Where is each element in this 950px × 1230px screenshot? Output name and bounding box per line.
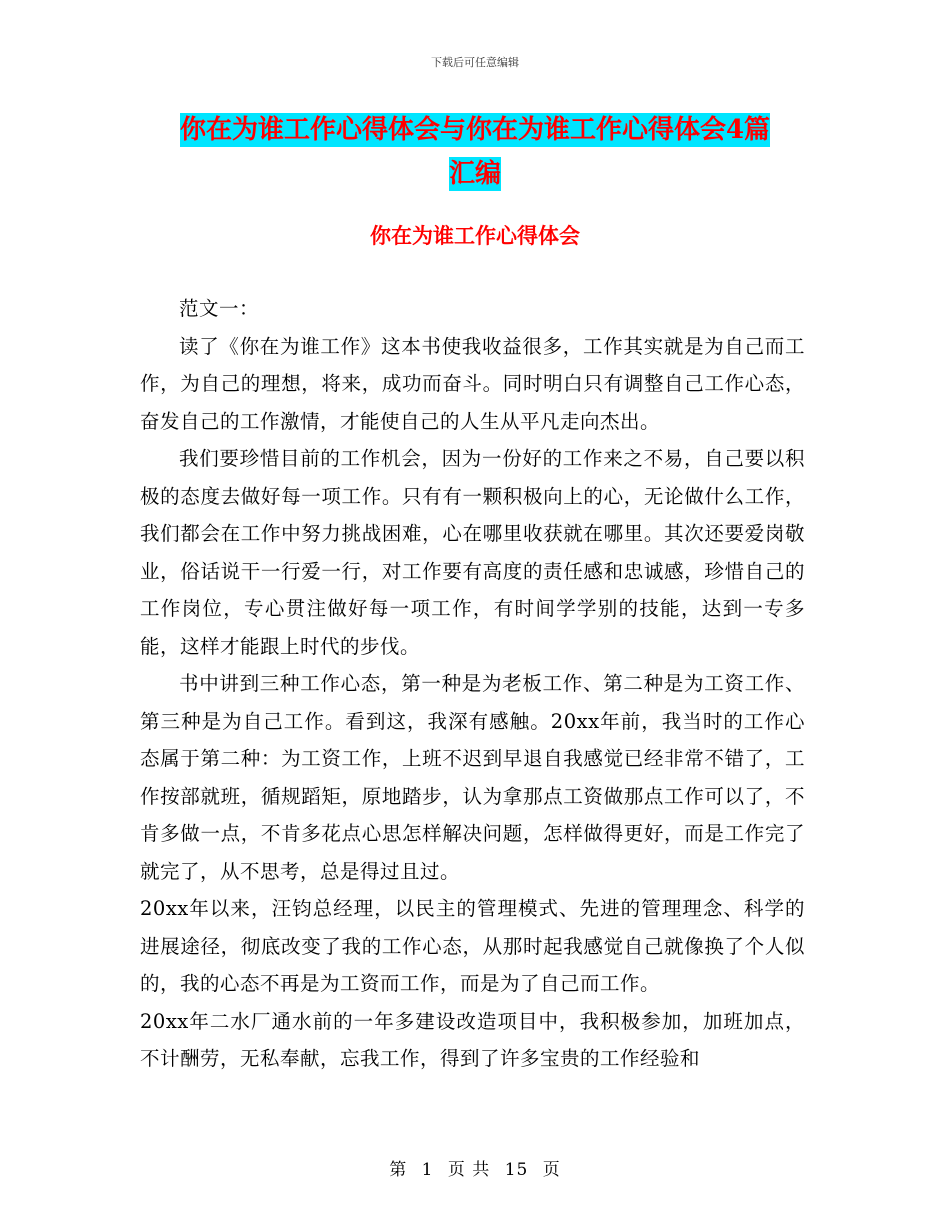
- paragraph: 书中讲到三种工作心态，第一种是为老板工作、第二种是为工资工作、第三种是为自己工作。看到这，我深有感触。20xx年前，我当时的工作心态属于第二种：为工资工作，上班不迟到早退自我感觉已经非常不错了，工作按部就班，循规蹈矩，原地踏步，认为拿那点工资做那点工作可以了，不肯多做一点，不肯多花点心思怎样解决问题，怎样做得更好，而是工作完了就完了，从不思考，总是得过且过。: [140, 672, 805, 883]
- section-title: 你在为谁工作心得体会: [370, 223, 580, 248]
- document-title: [140, 108, 810, 196]
- paragraph: 20xx年以来，汪钧总经理，以民主的管理模式、先进的管理理念、科学的进展途径，彻底改变了我的工作心态，从那时起我感觉自己就像换了个人似的，我的心态不再是为工资而工作，而是为了自己而工作。: [140, 897, 805, 995]
- paragraph: 读了《你在为谁工作》这本书使我收益很多，工作其实就是为自己而工作，为自己的理想，将来，成功而奋斗。同时明白只有调整自己工作心态，奋发自己的工作激情，才能使自己的人生从平凡走向杰出。: [140, 334, 805, 433]
- footer-total-pages: 15: [504, 1160, 529, 1180]
- paragraph: 范文一：: [179, 297, 260, 320]
- title-line-2: 汇编: [448, 159, 501, 189]
- body-text: [140, 290, 805, 1078]
- header-note: 下载后可任意编辑: [431, 56, 519, 69]
- paragraph: 我们要珍惜目前的工作机会，因为一份好的工作来之不易，自己要以积极的态度去做好每一项工作。只有有一颗积极向上的心，无论做什么工作，我们都会在工作中努力挑战困难，心在哪里收获就在哪里。其次还要爱岗敬业，俗话说干一行爱一行，对工作要有高度的责任感和忠诚感，珍惜自己的工作岗位，专心贯注做好每一项工作，有时间学学别的技能，达到一专多能，这样才能跟上时代的步伐。: [140, 447, 805, 658]
- paragraph: 20xx年二水厂通水前的一年多建设改造项目中，我积极参加，加班加点，不计酬劳，无私奉献，忘我工作，得到了许多宝贵的工作经验和: [140, 1009, 805, 1070]
- title-line-1: 你在为谁工作心得体会与你在为谁工作心得体会4篇: [179, 115, 771, 145]
- page-footer: [0, 1155, 950, 1180]
- footer-suffix: 页: [542, 1160, 561, 1180]
- footer-prefix: 第: [389, 1160, 408, 1180]
- footer-middle: 页 共: [447, 1160, 491, 1180]
- footer-page-number: 1: [421, 1160, 434, 1180]
